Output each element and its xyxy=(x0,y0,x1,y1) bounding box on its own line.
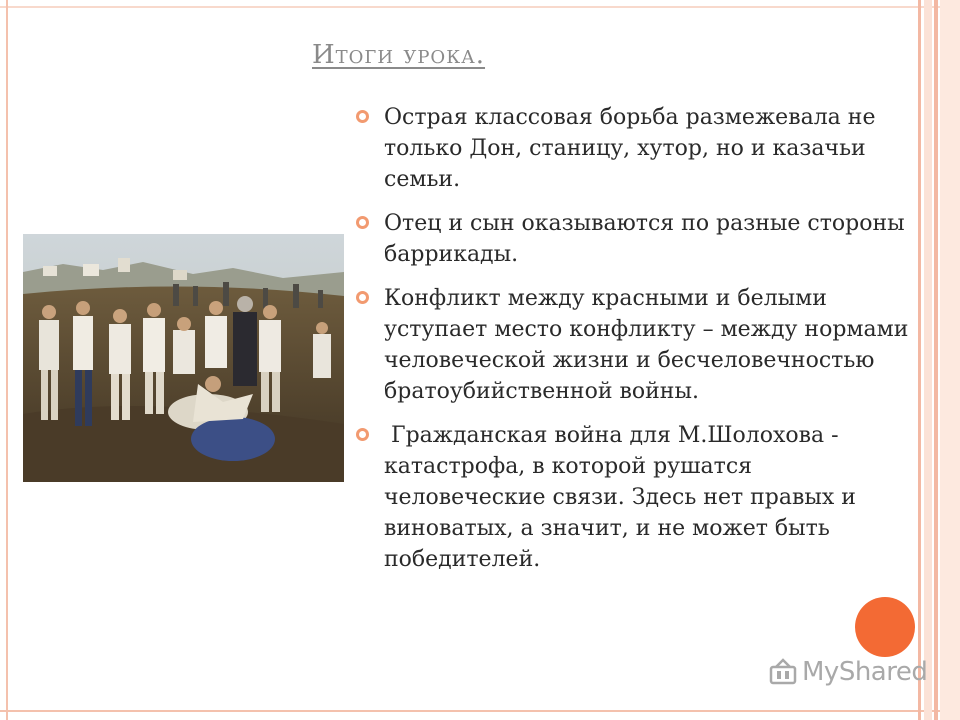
bullet-marker-icon xyxy=(356,291,369,304)
painting-image xyxy=(23,234,344,482)
bullet-item xyxy=(354,102,920,195)
watermark-text: MyShared xyxy=(802,657,928,687)
bullet-list xyxy=(354,102,920,585)
bullet-marker-icon xyxy=(356,216,369,229)
bullet-marker-icon xyxy=(356,428,369,441)
bullet-item xyxy=(354,420,920,575)
bullet-text: Конфликт между красными и белыми уступает место конфликту – между нормами человеческой жизни и бесчеловечностью братоубийственной войны. xyxy=(384,286,909,404)
watermark xyxy=(768,652,928,692)
frame-top-line xyxy=(0,6,940,8)
slide-title: Итоги урока. xyxy=(312,40,486,70)
frame-left-line xyxy=(6,0,8,720)
frame-bottom-line xyxy=(0,710,940,712)
bullet-item xyxy=(354,283,920,407)
decor-stripe xyxy=(934,0,938,720)
bullet-marker-icon xyxy=(356,110,369,123)
bullet-item xyxy=(354,208,920,270)
bullet-text: Острая классовая борьба размежевала не только Дон, станицу, хутор, но и казачьи семьи. xyxy=(384,105,876,192)
accent-circle xyxy=(855,597,915,657)
decor-stripe xyxy=(924,0,932,720)
bullet-text: Гражданская война для М.Шолохова - катастрофа, в которой рушатся человеческие связи. Здесь нет правых и виноватых, а значит, и не может быть победителей. xyxy=(384,423,863,572)
decor-stripe xyxy=(940,0,960,720)
shared-logo-icon xyxy=(768,657,798,687)
bullet-text: Отец и сын оказываются по разные стороны баррикады. xyxy=(384,211,905,267)
